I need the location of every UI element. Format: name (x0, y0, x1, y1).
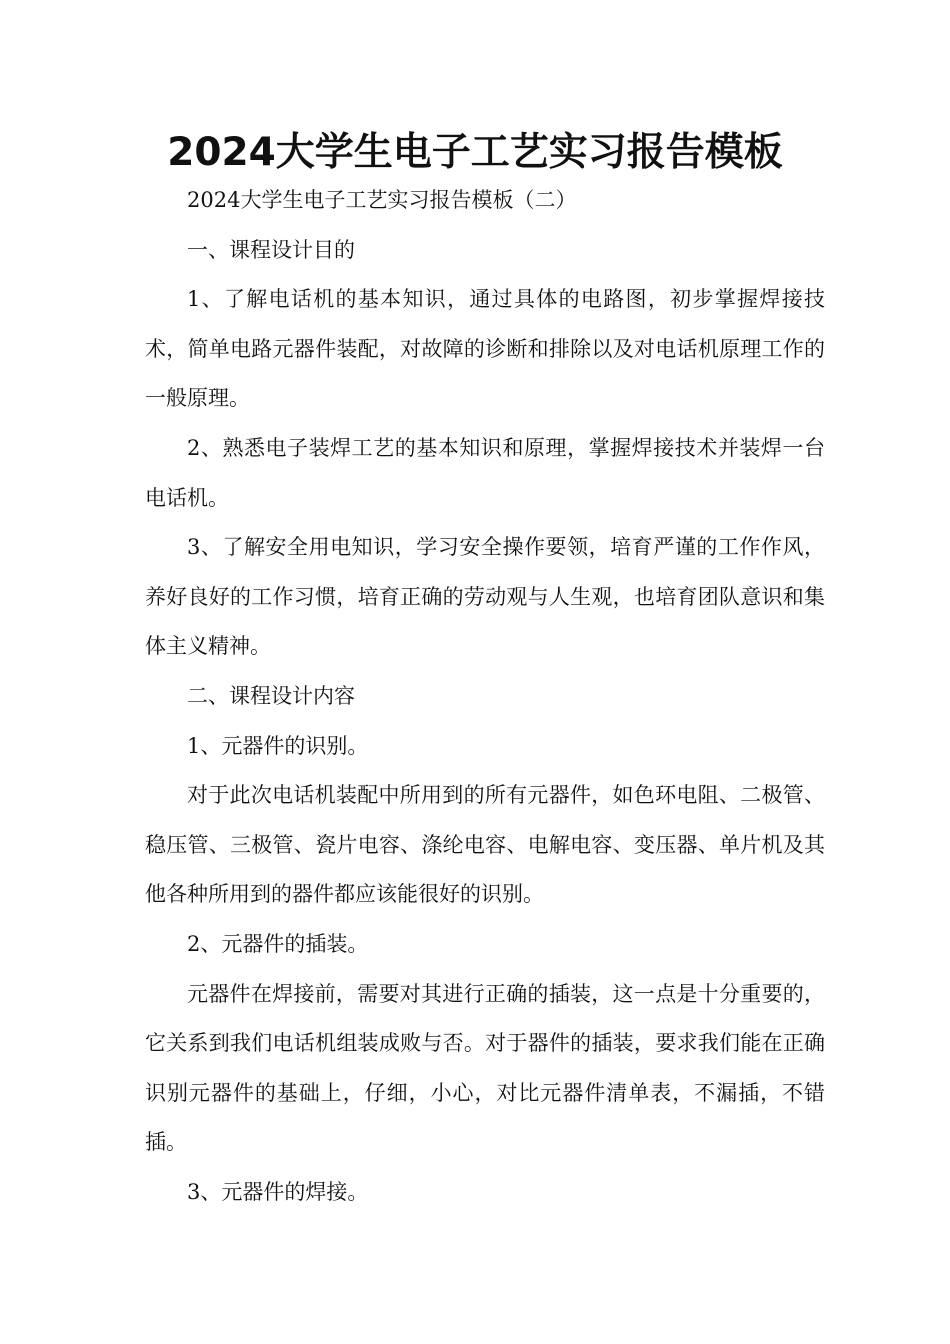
document-title: 2024大学生电子工艺实习报告模板 (167, 130, 783, 175)
paragraph: 元器件在焊接前，需要对其进行正确的插装，这一点是十分重要的，它关系到我们电话机组装成败与否。对于器件的插装，要求我们能在正确识别元器件的基础上，仔细，小心，对比元器件清单表，不漏插，不错插。 (145, 981, 825, 1155)
subheading: 2、元器件的插装。 (187, 931, 369, 956)
subheading: 3、元器件的焊接。 (187, 1179, 369, 1204)
paragraph: 对于此次电话机装配中所用到的所有元器件，如色环电阻、二极管、稳压管、三极管、瓷片电容、涤纶电容、电解电容、变压器、单片机及其他各种所用到的器件都应该能很好的识别。 (145, 783, 825, 907)
subtitle-paragraph: 2024大学生电子工艺实习报告模板（二） (187, 188, 577, 212)
document-body (145, 176, 825, 1217)
section-heading-content: 二、课程设计内容 (187, 683, 355, 708)
paragraph: 2、熟悉电子装焊工艺的基本知识和原理，掌握焊接技术并装焊一台电话机。 (145, 435, 825, 510)
paragraph: 3、了解安全用电知识，学习安全操作要领，培育严谨的工作作风，养好良好的工作习惯，培育正确的劳动观与人生观，也培育团队意识和集体主义精神。 (145, 535, 825, 659)
paragraph: 1、了解电话机的基本知识，通过具体的电路图，初步掌握焊接技术，简单电路元器件装配，对故障的诊断和排除以及对电话机原理工作的一般原理。 (145, 287, 825, 411)
section-heading-purpose: 一、课程设计目的 (187, 237, 355, 262)
subheading: 1、元器件的识别。 (187, 733, 369, 758)
